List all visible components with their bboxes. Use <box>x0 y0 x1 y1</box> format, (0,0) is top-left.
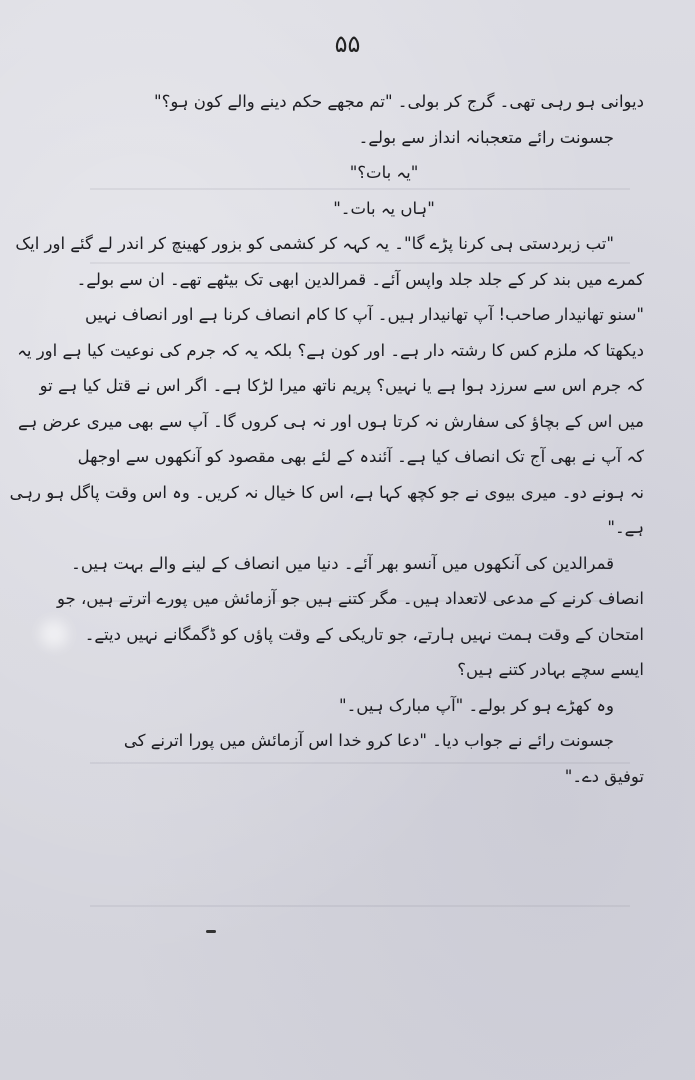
text-line: "تب زبردستی ہی کرنا پڑے گا"۔ یہ کہہ کر کشمی کو بزور کھینچ کر اندر لے گئے اور ایک <box>15 234 614 253</box>
text-line: قمرالدین کی آنکھوں میں آنسو بھر آئے۔ دنیا میں انصاف کے لینے والے بہت ہیں۔ <box>71 553 614 573</box>
text-line: "سنو تھانیدار صاحب! آپ تھانیدار ہیں۔ آپ کا کام انصاف کرنا ہے اور انصاف نہیں <box>85 305 644 324</box>
text-line: کمرے میں بند کر کے جلد جلد واپس آئے۔ قمرالدین ابھی تک بیٹھے تھے۔ ان سے بولے۔ <box>76 269 644 289</box>
body-text <box>9 84 644 794</box>
text-line: میں اس کے بچاؤ کی سفارش نہ کرتا ہوں اور نہ ہی کروں گا۔ آپ سے بھی میری عرض ہے <box>17 411 644 431</box>
text-line: کہ جرم اس سے سرزد ہوا ہے یا نہیں؟ پریم ناتھ میرا لڑکا ہے۔ اگر اس نے قتل کیا ہے تو <box>39 376 644 395</box>
text-line: جسونت رائے متعجبانہ انداز سے بولے۔ <box>358 127 614 147</box>
page-number: ۵۵ <box>334 30 361 58</box>
text-line: کہ آپ نے بھی آج تک انصاف کیا ہے۔ آئندہ کے لئے بھی مقصود کو آنکھوں سے اوجھل <box>77 447 644 466</box>
text-line: دیوانی ہو رہی تھی۔ گرج کر بولی۔ "تم مجھے حکم دینے والے کون ہو؟" <box>154 92 644 111</box>
text-line: دیکھتا کہ ملزم کس کا رشتہ دار ہے۔ اور کون ہے؟ بلکہ یہ کہ جرم کی نوعیت کیا ہے اور یہ <box>17 340 644 360</box>
text-line: جسونت رائے نے جواب دیا۔ "دعا کرو خدا اس آزمائش میں پورا اترنے کی <box>123 731 614 750</box>
text-line: انصاف کرنے کے مدعی لاتعداد ہیں۔ مگر کتنے ہیں جو آزمائش میں پورے اترتے ہیں، جو <box>57 589 644 608</box>
text-line: امتحان کے وقت ہمت نہیں ہارتے، جو تاریکی کے وقت پاؤں کو ڈگمگانے نہیں دیتے۔ <box>84 624 644 644</box>
bleed-through-line <box>90 905 630 907</box>
text-line: توفیق دے۔" <box>564 766 644 786</box>
text-line: "یہ بات؟" <box>349 163 419 182</box>
text-line: "ہاں یہ بات۔" <box>333 198 435 218</box>
text-line: ہے۔" <box>607 518 644 537</box>
ink-dash-mark <box>206 930 216 933</box>
page-glare <box>40 620 68 648</box>
text-line: ایسے سچے بہادر کتنے ہیں؟ <box>457 660 644 679</box>
text-line: نہ ہونے دو۔ میری بیوی نے جو کچھ کہا ہے، اس کا خیال نہ کریں۔ وہ اس وقت پاگل ہو رہی <box>9 482 644 502</box>
text-line: وہ کھڑے ہو کر بولے۔ "آپ مبارک ہیں۔" <box>339 695 614 715</box>
